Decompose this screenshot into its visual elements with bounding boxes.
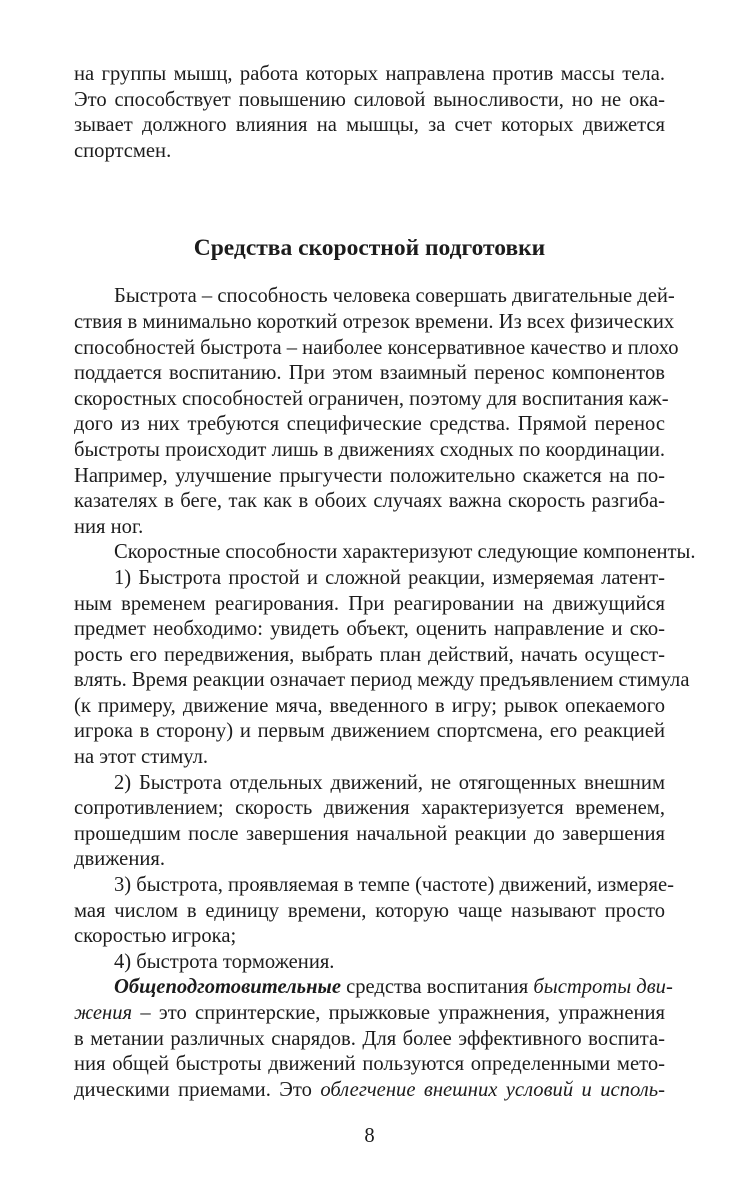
term-italic: жения [74,1002,133,1024]
text-line: Это способствует повышению силовой выносливости, но не ока- [74,88,665,111]
text-line: ным временем реагирования. При реагировании на движущийся [74,592,665,615]
text-run: – это спринтерские, прыжковые упражнения, упражнения [132,1002,665,1024]
text-line: ния общей быстроты движений пользуются определенными мето- [74,1053,665,1076]
text-line: на группы мышц, работа которых направлена против массы тела. [74,63,665,85]
text-line: казателях в беге, так как в обоих случаях важна скорость разгиба- [74,490,665,513]
text-line: прошедшим после завершения начальной реакции до завершения [74,822,665,845]
text-line: зывает должного влияния на мышцы, за счет которых движется [74,114,665,137]
text-line: рость его передвижения, выбрать план действий, начать осущест- [74,643,665,666]
text-line: игрока в сторону) и первым движением спортсмена, его реакцией [74,720,665,743]
text-run: дическими приемами. Это [74,1078,321,1101]
text-line: влять. Время реакции означает период между предъявлением стимула [74,669,690,692]
text-line: в метании различных снарядов. Для более эффективного воспита- [74,1027,665,1050]
text-line: движения. [74,848,165,871]
intro-paragraph [74,62,665,164]
text-line [74,975,673,1001]
list-item-4 [74,950,665,976]
section-heading: Средства скоростной подготовки [193,235,546,262]
paragraph-general-means [74,975,673,1103]
text-line: 4) быстрота торможения. [114,950,335,973]
text-line: Быстрота – способность человека совершать двигательные дей- [114,285,675,308]
paragraph-components-intro [74,540,696,566]
text-line: сопротивлением; скорость движения характеризуется временем, [74,797,665,820]
text-line: способностей быстрота – наиболее консервативное качество и плохо [74,336,679,359]
text-line: (к примеру, движение мяча, введенного в игру; рывок опекаемого [74,694,665,717]
text-run: средства воспитания [340,976,534,999]
text-line: 2) Быстрота отдельных движений, не отягощенных внешним [114,771,665,794]
text-line: ния ног. [74,515,144,538]
text-line: Скоростные способности характеризуют следующие компоненты. [114,541,696,564]
text-line: дого из них требуются специфические средства. Прямой перенос [74,413,665,436]
paragraph-speed-definition [74,284,679,540]
term-bold-italic: Общеподготовительные [114,976,341,999]
term-italic: быстроты дви- [533,976,673,999]
text-line: скоростных способностей ограничен, поэтому для воспитания каж- [74,387,669,410]
text-line: поддается воспитанию. При этом взаимный перенос компонентов [74,362,665,385]
text-line: мая числом в единицу времени, которую чаще называют просто [74,899,665,922]
text-line: предмет необходимо: увидеть объект, оценить направление и ско- [74,618,665,641]
list-item-1 [74,566,690,771]
text-line: Например, улучшение прыгучести положительно скажется на по- [74,464,665,487]
text-line: на этот стимул. [74,746,209,769]
page-body [74,62,696,1103]
text-line: быстроты происходит лишь в движениях сходных по координации. [74,438,665,461]
text-line: ствия в минимально короткий отрезок времени. Из всех физических [74,310,675,333]
page-number: 8 [364,1125,375,1147]
text-line: спортсмен. [74,139,172,162]
text-line [74,1078,665,1104]
text-line [74,1001,665,1027]
list-item-2 [74,771,665,873]
text-line: скоростью игрока; [74,925,237,948]
list-item-3 [74,873,674,950]
text-line: 1) Быстрота простой и сложной реакции, измеряемая латент- [114,566,665,589]
term-italic: облегчение внешних условий и исполь- [320,1078,665,1101]
text-line: 3) быстрота, проявляемая в темпе (частоте) движений, измеряе- [114,874,674,897]
